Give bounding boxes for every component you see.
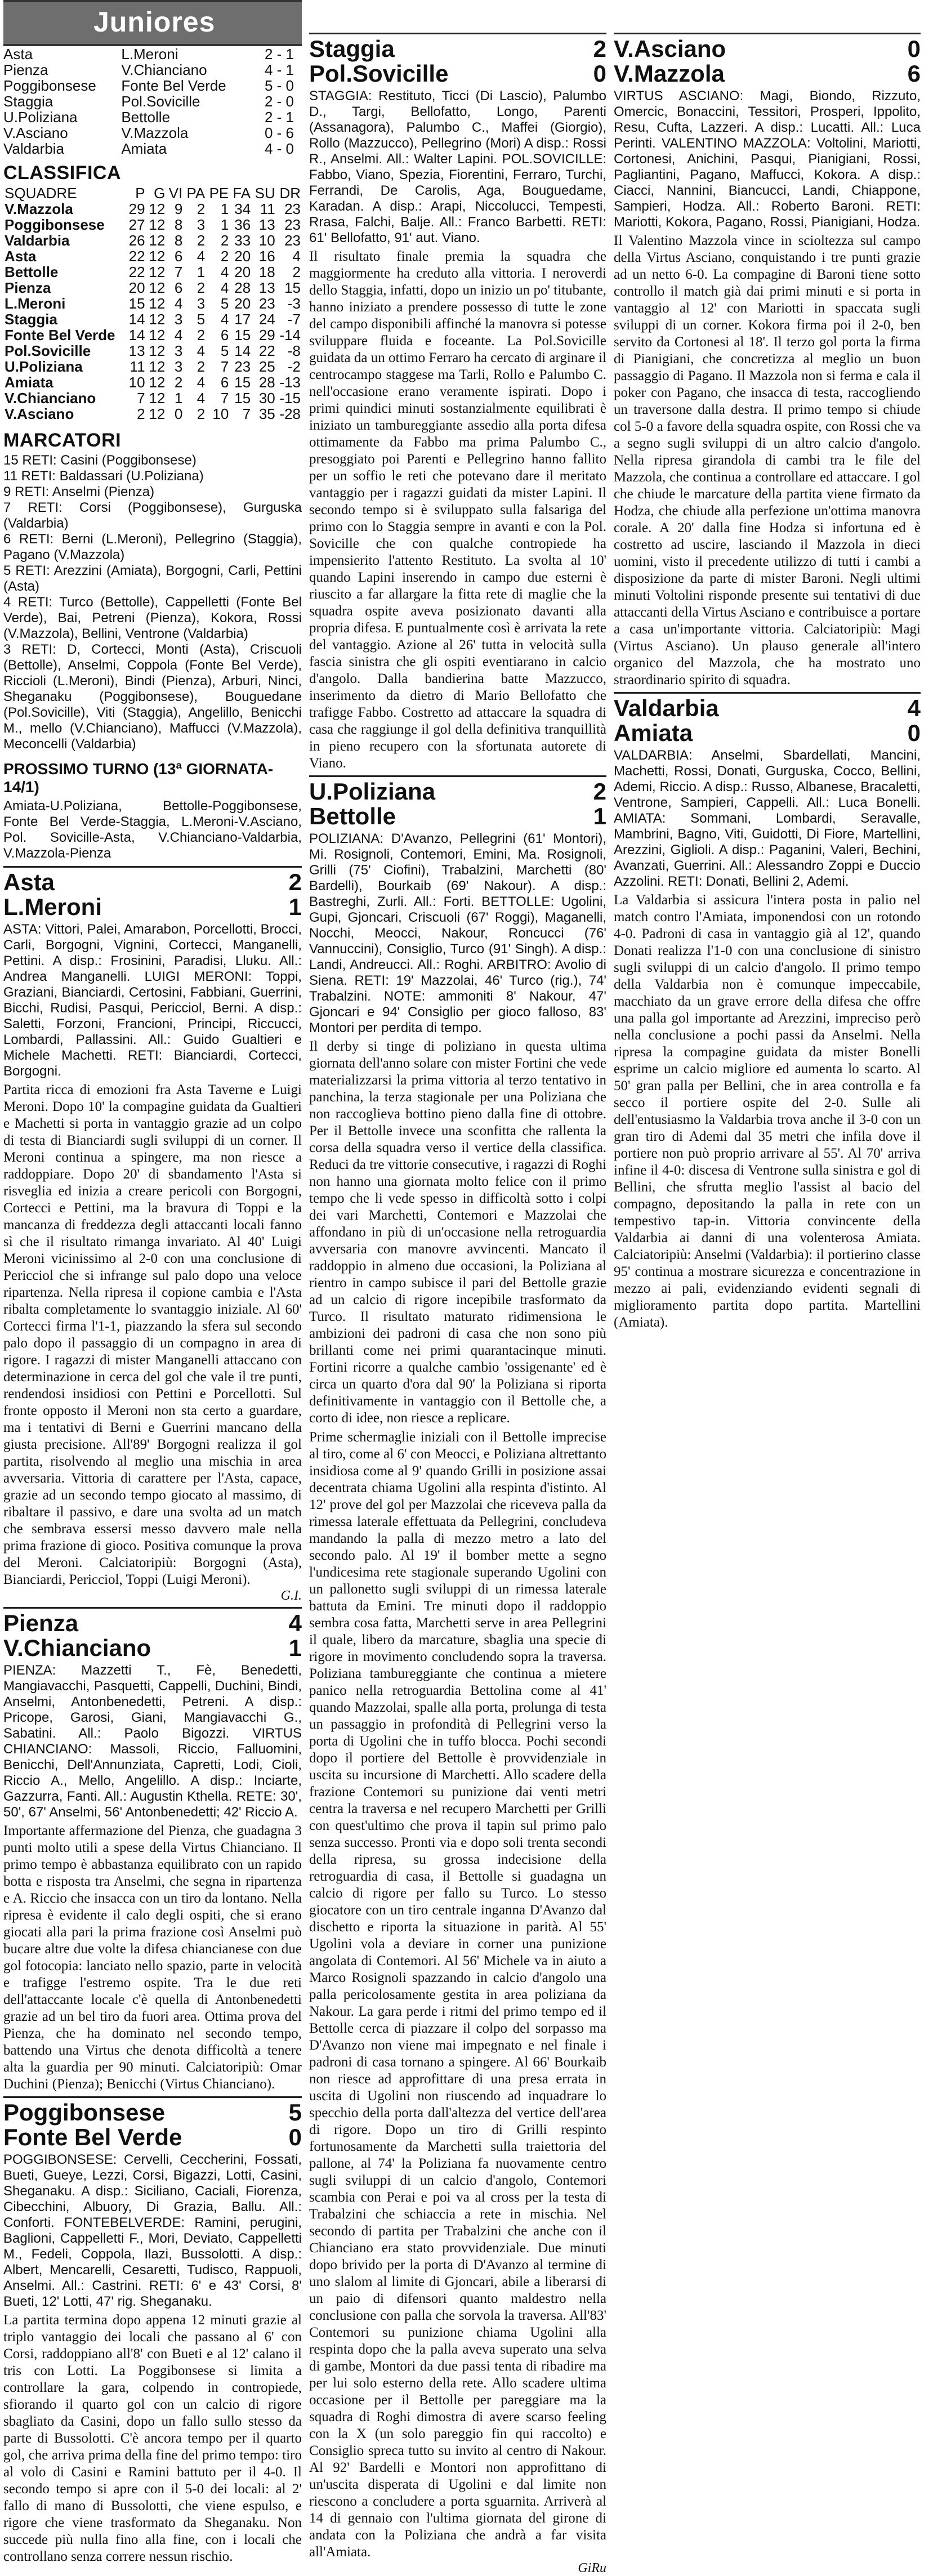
result-away: Amiata xyxy=(121,140,167,157)
match-report-text: Importante affermazione del Pienza, che guadagna 3 punti molto utili a spese della Virtus Chianciano. Il primo tempo è abbastanza equilibrato con un rapido botta e risposta tra Anselmi, che segna in ripartenza e A. Riccio che insacca con un tiro da lontano. Nella ripresa è evidente il calo degli ospiti, che si erano giocati alla pari la prima frazione così Anselmi può bucare altre due volte la difesa chiancianese con due gol fotocopia: lanciato nello spazio, parte in velocità e trafigge l'estremo ospite. Tra le due reti dell'attaccante locale c'è quella di Antonbenedetti grazie ad un bel tiro da fuori area. Ottima prova del Pienza, che ha dominato nel secondo tempo, battendo una Virtus che denota difficoltà a tenere alta la guardia per 90 minuti. Calciatoripiù: Omar Duchini (Pienza); Benicchi (Virtus Chianciano). xyxy=(3,1823,302,2092)
match-away-line xyxy=(309,61,606,86)
away-score: 1 xyxy=(288,894,302,920)
result-away: Pol.Sovicille xyxy=(121,93,200,110)
team-name: Poggibonsese xyxy=(5,216,105,233)
stat-cell: 17 xyxy=(234,311,251,328)
stat-cell: 3 xyxy=(174,342,183,359)
match-lineups: VIRTUS ASCIANO: Magi, Biondo, Rizzuto, Omercic, Bonaccini, Tessitori, Prosperi, Ippolito, Resu, Cufta, Lazzeri. A disp.: Lucatti. All.: Luca Perinti. VALENTINO MAZZOLA: Voltolini, Mariotti, Cortonesi, Anichini, Pasqui, Pianigiani, Rossi, Pagliantini, Pagano, Maffucci, Kokora. A disp.: Ciacci, Nannini, Biancucci, Landi, Chiappone, Sampieri, Hodza. All.: Roberto Baroni. RETI: Mariotti, Kokora, Pagano, Rossi, Pianigiani, Hodza. xyxy=(614,88,921,230)
column-2 xyxy=(309,29,606,2575)
result-row xyxy=(3,125,302,141)
match-report xyxy=(309,33,606,772)
stat-cell: 20 xyxy=(234,264,251,280)
match-home-line xyxy=(309,775,606,804)
home-team: U.Poliziana xyxy=(309,778,436,805)
stat-cell: 24 xyxy=(258,311,275,328)
stat-cell: 15 xyxy=(284,279,301,296)
standings-row xyxy=(3,248,302,264)
stat-cell: 25 xyxy=(258,358,275,375)
match-signature: G.I. xyxy=(280,1588,302,1603)
match-report xyxy=(614,33,921,689)
result-home: Staggia xyxy=(3,93,53,110)
stat-cell: 12 xyxy=(149,327,166,343)
match-signature: GiRu xyxy=(578,2561,606,2575)
stat-cell: 3 xyxy=(197,295,206,312)
stat-cell: 15 xyxy=(128,295,145,312)
team-name: V.Chianciano xyxy=(5,390,96,407)
standings-header-row xyxy=(3,185,302,201)
match-report-text: Il risultato finale premia la squadra che maggiormente ha creduto alla vittoria. I neroverdi dello Staggia, infatti, dopo un inizio un po' titubante, hanno iniziato a prendere possesso di tutte le zone del campo disponibili affinché la manovra si potesse sviluppare fluida e foceante. La Pol.Sovicille guidata da un ottimo Ferraro ha cercato di arginare il centrocampo staggese ma Tarli, Rollo e Palumbo C. nell'occasione erano veramente ispirati. Dopo i primi quindici minuti sostanzialmente equilibrati è iniziato un tambureggiante assedio alla porta difesa ottimamente da Fabbo ma prima Palumbo C., presoggiato poi Parenti e Pellegrino hanno fallito per un soffio le reti che potevano dare il meritato vantaggio per i ragazzi guidati da mister Lapini. Il secondo tempo si è sviluppato sulla falsariga del primo con lo Staggia sempre in avanti e con la Pol. Sovicille che con qualche contropiede ha impensierito l'attento Restituto. La svolta al 10' quando Lapini inserendo in campo due esterni è riuscito a far allargare la fitta rete di maglie che la squadra ospite aveva posizionato davanti alla propria difesa. E puntualmente così è arrivata la rete del vantaggio. Azione al 26' tutta in velocità sulla fascia sinistra che gli ospiti eventiarano in calcio d'angolo. Dalla bandierina batte Mazzucco, inserimento da dietro di Mario Bellofatto che trafigge Fabbo. Costretto ad attaccare la squadra di casa che raggiunge il gol della definitiva tranquillità in pieno recupero con la sfortunata autorete di Viano. xyxy=(309,249,606,771)
stat-cell: 6 xyxy=(174,248,183,265)
stat-cell: 29 xyxy=(128,200,145,217)
stat-cell: 15 xyxy=(234,327,251,343)
column-2-matches xyxy=(309,33,606,2576)
home-team: Pienza xyxy=(3,1610,79,1636)
result-home: U.Poliziana xyxy=(3,109,78,126)
home-score: 5 xyxy=(288,2099,302,2126)
home-score: 4 xyxy=(907,695,921,721)
stat-cell: 2 xyxy=(220,232,229,249)
match-lineups: STAGGIA: Restituto, Ticci (Di Lascio), Palumbo D., Targi, Bellofatto, Longo, Parenti (Assanagora), Palumbo C., Maffei (Giorgio), Rollo (Mazzucco), Pellegrino (Mori) A disp.: Rossi R., Anselmi. All.: Walter Lapini. POL.SOVICILLE: Fabbo, Viano, Spezia, Fiorentini, Ferraro, Turchi, Ferrandi, De Carolis, Aga, Bouguedame, Karadan. A disp.: Arapi, Niccolucci, Tempesti, Rrasa, Falchi, Balje. All.: Franco Barbetti. RETI: 61' Bellofatto, 91' aut. Viano. xyxy=(309,88,606,245)
stat-cell: 12 xyxy=(149,358,166,375)
match-report xyxy=(309,775,606,2576)
stat-cell: 12 xyxy=(149,311,166,328)
standings-header-cell: PA xyxy=(186,185,206,202)
standings-row xyxy=(3,233,302,248)
stat-cell: 12 xyxy=(149,295,166,312)
away-team: V.Mazzola xyxy=(614,60,725,87)
stat-cell: 35 xyxy=(258,405,275,422)
team-name: U.Poliziana xyxy=(5,358,83,375)
away-team: Fonte Bel Verde xyxy=(3,2124,182,2150)
divider xyxy=(3,866,302,868)
stat-cell: 13 xyxy=(258,279,275,296)
stat-cell: 0 xyxy=(174,405,183,422)
stat-cell: 12 xyxy=(149,200,166,217)
stat-cell: 2 xyxy=(197,327,206,343)
column-1-matches xyxy=(3,866,302,2565)
stat-cell: 11 xyxy=(130,358,145,375)
home-team: Asta xyxy=(3,869,55,895)
stat-cell: 7 xyxy=(220,390,229,407)
stat-cell: 5 xyxy=(220,342,229,359)
stat-cell: -15 xyxy=(279,390,301,407)
match-lineups: VALDARBIA: Anselmi, Sbardellati, Mancini, Machetti, Rossi, Donati, Gurguska, Cocco, Bellini, Ademi, Riccio. A disp.: Russo, Albanese, Bracaletti, Ventrone, Sampieri, Cappelli. All.: Luca Bonelli. AMIATA: Sommani, Lombardi, Seravalle, Mambrini, Bagno, Viti, Guidotti, Di Fiore, Martellini, Arezzini, Giglioli. A disp.: Paganini, Valeri, Bechini, Avanzati, Guerrini. All.: Alessandro Zoppi e Duccio Azzolini. RETI: Donati, Bellini 2, Ademi. xyxy=(614,748,921,889)
stat-cell: 30 xyxy=(258,390,275,407)
result-row xyxy=(3,46,302,62)
result-row xyxy=(3,141,302,157)
stat-cell: 4 xyxy=(174,295,183,312)
home-score: 2 xyxy=(593,35,606,62)
standings-row xyxy=(3,217,302,233)
stat-cell: 12 xyxy=(149,248,166,265)
stat-cell: 2 xyxy=(220,248,229,265)
stat-cell: 11 xyxy=(260,200,275,217)
stat-cell: -2 xyxy=(287,358,301,375)
result-score: 5 - 0 xyxy=(264,77,294,94)
home-team: V.Asciano xyxy=(614,35,726,62)
next-round-title: PROSSIMO TURNO (13ª GIORNATA-14/1) xyxy=(3,760,274,796)
result-home: Poggibonsese xyxy=(3,77,96,94)
home-team: Valdarbia xyxy=(614,695,719,721)
match-home-line xyxy=(3,2096,302,2125)
stat-cell: 12 xyxy=(149,405,166,422)
away-score: 1 xyxy=(593,803,606,829)
standings-header-cell: P xyxy=(135,185,145,202)
column-1 xyxy=(3,0,302,2564)
scorer-line: 7 RETI: Corsi (Poggibonsese), Gurguska (Valdarbia) xyxy=(3,500,302,531)
result-away: V.Mazzola xyxy=(121,124,189,141)
scorer-line: 4 RETI: Turco (Bettolle), Cappelletti (Fonte Bel Verde), Bai, Petreni (Pienza), Kokora, Rossi (V.Mazzola), Bellini, Ventrone (Valdarbia) xyxy=(3,595,302,641)
stat-cell: 22 xyxy=(128,248,145,265)
match-away-line xyxy=(3,1636,302,1660)
stat-cell: 2 xyxy=(292,264,301,280)
standings-row xyxy=(3,296,302,311)
match-lineups: POGGIBONSESE: Cervelli, Ceccherini, Fossati, Bueti, Gueye, Lezzi, Corsi, Bigazzi, Lotti, Casini, Sheganaku. A disp.: Siciliano, Caciali, Fiorenza, Cibecchini, Albuory, Di Grazia, Ballu. All.: Conforti. FONTEBELVERDE: Ramini, perugini, Baglioni, Cappelletti F., Mori, Deviato, Cappelletti M., Fedeli, Coppola, Ilazi, Bussolotti. A disp.: Albert, Mencarelli, Cesaretti, Tudisco, Rappuoli, Anselmi. All.: Castrini. RETI: 6' e 43' Corsi, 8' Bueti, 12' Lotti, 47' rig. Sheganaku. xyxy=(3,2152,302,2309)
stat-cell: 26 xyxy=(128,232,145,249)
home-score: 2 xyxy=(288,869,302,895)
stat-cell: -7 xyxy=(287,311,301,328)
scorer-line: 5 RETI: Arezzini (Amiata), Borgogni, Carli, Pettini (Asta) xyxy=(3,563,302,594)
scorers-list xyxy=(3,453,302,752)
match-report xyxy=(3,2096,302,2565)
stat-cell: -14 xyxy=(279,327,301,343)
stat-cell: 23 xyxy=(284,200,301,217)
home-team: Staggia xyxy=(309,35,395,62)
standings-header-cell: DR xyxy=(279,185,301,202)
standings-row xyxy=(3,406,302,422)
result-score: 2 - 1 xyxy=(264,109,294,126)
stat-cell: 2 xyxy=(174,374,183,391)
stat-cell: 14 xyxy=(128,327,145,343)
stat-cell: -13 xyxy=(279,374,301,391)
stat-cell: 20 xyxy=(128,279,145,296)
team-name: Fonte Bel Verde xyxy=(5,327,115,343)
match-away-line xyxy=(614,61,921,86)
away-team: V.Chianciano xyxy=(3,1635,151,1661)
team-name: Amiata xyxy=(5,374,53,391)
stat-cell: 12 xyxy=(149,390,166,407)
match-home-line xyxy=(3,870,302,895)
stat-cell: 22 xyxy=(258,342,275,359)
stat-cell: 1 xyxy=(174,390,183,407)
stat-cell: 1 xyxy=(197,264,206,280)
match-home-line xyxy=(3,1607,302,1636)
standings-row xyxy=(3,359,302,374)
stat-cell: 23 xyxy=(284,216,301,233)
standings-header-cell: PE xyxy=(209,185,229,202)
result-row xyxy=(3,78,302,93)
away-team: Pol.Sovicille xyxy=(309,60,449,87)
home-score: 0 xyxy=(907,35,921,62)
stat-cell: 22 xyxy=(128,264,145,280)
stat-cell: 34 xyxy=(234,200,251,217)
team-name: Pienza xyxy=(5,279,51,296)
stat-cell: 4 xyxy=(220,279,229,296)
result-score: 2 - 0 xyxy=(264,93,294,110)
match-report-text-continued: Prime schermaglie iniziali con il Bettolle imprecise al tiro, come al 6' con Meocci, e Poliziana altrettanto insidiosa come al 9' quando Grilli in posizione assai decentrata chiama Ugolini alla respinta d'istinto. Al 12' prove del gol per Mazzolai che riceveva palla da rimessa laterale effettuata da Pellegrini, concludeva mandando la palla di mezzo metro a lato del secondo palo. Al 19' il bomber mette a segno l'undicesima rete stagionale superando Ugolini con un pallonetto sugli sviluppi di un rimessa laterale battuta da Emini. Tre minuti dopo il raddoppio sembra cosa fatta, Marchetti serve in area Pellegrini il quale, libero da marcature, sbaglia una specie di rigore in movimento concludendo sopra la traversa. Poliziana tambureggiante che continua a mietere panico nella retroguardia Bettolina come al 41' quando Mazzolai, spalle alla porta, prolunga di testa un passaggio in profondità di Pellegrini verso la porta di Ugolini che in tuffo blocca. Pochi secondi dopo il portiere del Bettolle è provvidenziale in uscita su incursione di Marchetti. Allo scadere della frazione Contemori su punizione dai venti metri centra la traversa e nel recupero Marchetti per Grilli con quest'ultimo che prova il tapin sul primo palo senza successo. Pronti via e dopo soli trenta secondi della ripresa, su grossa indecisione della retroguardia di casa, il Bettolle si guadagna un calcio di rigore per fallo su Turco. Lo stesso giocatore con un tiro centrale inganna D'Avanzo dal dischetto e riporta la situazione in parità. Al 55' Ugolini vola a deviare in corner una punizione angolata di Contemori. Al 56' Michele va in aiuto a Marco Rosignoli spazzando in calcio d'angolo una palla pericolosamente gestita in area poliziana da Nakour. La gara perde i ritmi del primo tempo ed il Bettolle cerca di piazzare il colpo del sorpasso ma D'Avanzo non viene mai impegnato e nel finale i padroni di casa tornano a spingere. Al 66' Bourkaib non riesce ad approfittare di una presa errata in uscita di Ugolini non riuscendo ad inquadrare lo specchio della porta dall'altezza del vertice dell'area di rigore. Dopo un tiro di Grilli respinto fortunosamente da Marchetti sulla traiettoria del pallone, al 74' la Poliziana fa nuovamente centro sugli sviluppi di un calcio d'angolo, Contemori scambia con Perai e poi va al cross per la testa di Trabalzini che schiaccia a rete in mischia. Nel secondo di partita per Trabalzini che anche con il Chianciano era stato provvidenziale. Due minuti dopo brivido per la porta di D'Avanzo al termine di uno slalom al limite di Gjoncari, abile a liberarsi di un paio di difensori quanto maldestro nella conclusione con palla che sorvola la traversa. All'83' Contemori su punizione chiama Ugolini alla respinta dopo che la palla aveva superato una selva di gambe, Montori da due passi tenta di ribadire ma per lui solo esterno della rete. Allo scadere ultima occasione per il Bettolle per pareggiare ma la squadra di Roghi dimostra di avere scarso feeling con la X (un solo pareggio fin qui raccolto) e Consiglio spreca tutto su invito al centro di Nakour. Al 92' Bardelli e Montori non approfittano di un'uscita disperata di Ugolini e dal limite non riescono a concludere a porta sguarnita. Arriverà al 14 di gennaio con l'ultima giornata del girone di andata con la Poliziana che andrà a far visita all'Amiata. xyxy=(309,1430,606,2560)
result-row xyxy=(3,93,302,109)
team-name: V.Asciano xyxy=(5,405,74,422)
standings-row xyxy=(3,343,302,359)
stat-cell: 2 xyxy=(137,405,145,422)
away-team: Amiata xyxy=(614,720,693,746)
stat-cell: 4 xyxy=(220,311,229,328)
scorer-line: 11 RETI: Baldassari (U.Poliziana) xyxy=(3,468,204,484)
stat-cell: 8 xyxy=(174,216,183,233)
stat-cell: 6 xyxy=(174,279,183,296)
scorers-title: MARCATORI xyxy=(3,430,122,451)
match-report xyxy=(614,692,921,1331)
stat-cell: 7 xyxy=(174,264,183,280)
result-home: V.Asciano xyxy=(3,124,68,141)
stat-cell: 13 xyxy=(128,342,145,359)
stat-cell: 23 xyxy=(258,295,275,312)
stat-cell: 4 xyxy=(197,390,206,407)
standings-header-cell: SQUADRE xyxy=(5,185,77,202)
stat-cell: 4 xyxy=(220,264,229,280)
result-away: Bettolle xyxy=(121,109,171,126)
away-score: 0 xyxy=(907,720,921,746)
stat-cell: 18 xyxy=(258,264,275,280)
standings-row xyxy=(3,201,302,217)
away-team: Bettolle xyxy=(309,803,396,829)
match-report xyxy=(3,1607,302,2093)
stat-cell: 4 xyxy=(174,327,183,343)
team-name: V.Mazzola xyxy=(5,200,73,217)
stat-cell: 15 xyxy=(234,374,251,391)
standings-header-cell: FA xyxy=(233,185,251,202)
stat-cell: 7 xyxy=(242,405,251,422)
scorer-line: 3 RETI: D, Cortecci, Monti (Asta), Criscuoli (Bettolle), Anselmi, Coppola (Fonte Bel Verde), Riccioli (L.Meroni), Bindi (Pienza), Arburi, Ninci, Sheganaku (Poggibonsese), Bouguedane (Pol.Sovicille), Viti (Staggia), Angelillo, Benicchi M., mello (V.Chianciano), Maffucci (V.Mazzola), Meconcelli (Valdarbia) xyxy=(3,642,302,752)
stat-cell: 2 xyxy=(197,232,206,249)
result-score: 0 - 6 xyxy=(264,124,294,141)
stat-cell: 4 xyxy=(197,342,206,359)
match-report-text: La partita termina dopo appena 12 minuti grazie al triplo vantaggio dei locali che passano al 6' con Corsi, raddoppiano all'8' con Bueti e al 12' calano il tris con Lotti. La Poggibonsese si limita a controllare la gara, colpendo in contropiede, sfiorando il quarto gol con un calcio di rigore sbagliato da Casini, dopo un fallo sullo stesso da parte di Bussolotti. C'è ancora tempo per il quarto gol, che arriva prima della fine del primo tempo: tiro al volo di Casini e Ramini battuto per il 4-0. Il secondo tempo si apre con il 5-0 dei locali: al 2' fallo di mano di Bussolotti, che viene espulso, e rigore che viene trasformato da Sheganaku. Non succede più nulla fino alla fine, con i locali che controllano senza correre nessun rischio. xyxy=(3,2312,302,2564)
away-score: 0 xyxy=(288,2124,302,2150)
stat-cell: 14 xyxy=(234,342,251,359)
standings-title: CLASSIFICA xyxy=(3,162,121,184)
stat-cell: 4 xyxy=(197,374,206,391)
next-round-text: Amiata-U.Poliziana, Bettolle-Poggibonsese, Fonte Bel Verde-Staggia, L.Meroni-V.Asciano, Pol. Sovicille-Asta, V.Chianciano-Valdarbia, V.Mazzola-Pienza xyxy=(3,798,302,861)
stat-cell: 3 xyxy=(174,311,183,328)
stat-cell: 6 xyxy=(220,327,229,343)
standings-row xyxy=(3,327,302,343)
stat-cell: 36 xyxy=(234,216,251,233)
result-away: L.Meroni xyxy=(121,46,178,62)
stat-cell: 12 xyxy=(149,232,166,249)
match-home-line xyxy=(614,692,921,721)
match-away-line xyxy=(309,804,606,829)
away-score: 1 xyxy=(288,1635,302,1661)
stat-cell: 2 xyxy=(197,405,206,422)
match-away-line xyxy=(614,721,921,745)
results-table xyxy=(3,46,302,157)
home-score: 2 xyxy=(593,778,606,805)
stat-cell: 10 xyxy=(128,374,145,391)
stat-cell: 1 xyxy=(220,200,229,217)
away-score: 6 xyxy=(907,60,921,87)
stat-cell: 15 xyxy=(234,390,251,407)
stat-cell: 1 xyxy=(220,216,229,233)
team-name: Pol.Sovicille xyxy=(5,342,91,359)
result-away: V.Chianciano xyxy=(121,61,207,78)
result-score: 2 - 1 xyxy=(264,46,294,62)
stat-cell: 3 xyxy=(174,358,183,375)
standings-row xyxy=(3,264,302,280)
standings-row xyxy=(3,374,302,390)
home-team: Poggibonsese xyxy=(3,2099,166,2126)
stat-cell: 27 xyxy=(128,216,145,233)
match-lineups: ASTA: Vittori, Palei, Amarabon, Porcellotti, Brocci, Carli, Borgogni, Vignini, Cortecci, Manganelli, Pettini. A disp.: Frosinini, Paradisi, Lluku. All.: Andrea Manganelli. LUIGI MERONI: Toppi, Graziani, Bianciardi, Certosini, Fabbiani, Guerrini, Bicchi, Rudisi, Pasqui, Pericciol, Berni. A disp.: Saletti, Forzoni, Francioni, Principi, Riccucci, Lombardi, Pallassini. All.: Guido Gualtieri e Michele Machetti. RETI: Bianciardi, Cortecci, Borgogni. xyxy=(3,922,302,1079)
stat-cell: 6 xyxy=(220,374,229,391)
standings-header-cell: SU xyxy=(255,185,275,202)
stat-cell: -3 xyxy=(287,295,301,312)
team-name: Bettolle xyxy=(5,264,59,280)
stat-cell: 28 xyxy=(234,279,251,296)
standings-header-cell: G xyxy=(154,185,166,202)
away-score: 0 xyxy=(593,60,606,87)
result-score: 4 - 1 xyxy=(264,61,294,78)
match-home-line xyxy=(614,33,921,61)
result-row xyxy=(3,62,302,78)
result-away: Fonte Bel Verde xyxy=(121,77,226,94)
result-home: Valdarbia xyxy=(3,140,64,157)
home-score: 4 xyxy=(288,1610,302,1636)
match-report xyxy=(3,870,302,1604)
team-name: L.Meroni xyxy=(5,295,66,312)
stat-cell: 23 xyxy=(284,232,301,249)
stat-cell: -28 xyxy=(279,405,301,422)
standings-table xyxy=(3,185,302,422)
stat-cell: 13 xyxy=(258,216,275,233)
stat-cell: 12 xyxy=(149,279,166,296)
stat-cell: 20 xyxy=(234,248,251,265)
stat-cell: 12 xyxy=(149,264,166,280)
standings-row xyxy=(3,390,302,406)
match-report-text: La Valdarbia si assicura l'intera posta in palio nel match contro l'Amiata, imponendosi con un rotondo 4-0. Padroni di casa in vantaggio già al 12', quando Donati realizza l'1-0 con una conclusione di sinistro sugli sviluppi di un calcio d'angolo. Il primo tempo della Valdarbia non è comunque impeccabile, macchiato da un grave errore della difesa che offre una palla gol importante ad Arezzini, impreciso però nella conclusione a pochi passi da Anselmi. Nella ripresa la compagine guidata da mister Bonelli esprime un calcio migliore ed aumenta lo scarto. Al 50' gran palla per Bellini, che in area controlla e fa secco il portiere ospite del 2-0. Sulle ali dell'entusiasmo la Valdarbia trova anche il 3-0 con un gran tiro di Ademi dal 35 metri che infila dove il portiere non può proprio arrivare al 55'. Al 70' arriva infine il 4-0: discesa di Ventrone sulla sinistra e gol di Bellini, che sfrutta meglio l'assist al bacio del compagno, depositando la palla in rete con un tempestivo tap-in. Vittoria convincente della Valdarbia ai danni di una volenterosa Amiata. Calciatoripiù: Anselmi (Valdarbia): il portierino classe 95' continua a mostrare sicurezza e concentrazione in mezzo ai pali, evidenziando evidenti segnali di miglioramento partita dopo partita. Martellini (Amiata). xyxy=(614,892,921,1330)
scorer-line: 6 RETI: Berni (L.Meroni), Pellegrino (Staggia), Pagano (V.Mazzola) xyxy=(3,532,302,562)
match-lineups: POLIZIANA: D'Avanzo, Pellegrini (61' Montori), Mi. Rosignoli, Contemori, Emini, Ma. Rosignoli, Grilli (75' Ciofini), Trabalzini, Marchetti (80' Bardelli), Bourkaib (69' Nakour). A disp.: Bastreghi, Zurli. All.: Forti. BETTOLLE: Ugolini, Gupi, Gjoncari, Criscuoli (67' Roggi), Maganelli, Nocchi, Meocci, Nakour, Roncucci (76' Vannuccini), Consiglio, Turco (91' Singh). A disp.: Landi, Andreucci. All.: Roghi. ARBITRO: Avolio di Siena. RETI: 19' Mazzolai, 46' Turco (rig.), 74' Trabalzini. NOTE: ammoniti 8' Nakour, 47' Gjoncari e 94' Consiglio per gioco falloso, 83' Montori per perdita di tempo. xyxy=(309,831,606,1035)
stat-cell: 29 xyxy=(258,327,275,343)
stat-cell: 2 xyxy=(197,279,206,296)
match-lineups: PIENZA: Mazzetti T., Fè, Benedetti, Mangiavacchi, Pasquetti, Cappelli, Duchini, Bindi, Anselmi, Antonbenedetti, Petreni. A disp.: Pricope, Garosi, Giani, Mangiavacchi G., Sabatini. All.: Paolo Bigozzi. VIRTUS CHIANCIANO: Massoli, Riccio, Falluomini, Benicchi, Dell'Annunziata, Capretti, Lodi, Cioli, Riccio A., Mello, Angelillo. A disp.: Inciarte, Gazzurra, Fanti. All.: Augustin Kthella. RETE: 30', 50', 67' Anselmi, 56' Antonbenedetti; 42' Riccio A. xyxy=(3,1663,302,1820)
standings-row xyxy=(3,311,302,327)
stat-cell: 5 xyxy=(197,311,206,328)
stat-cell: 12 xyxy=(149,216,166,233)
stat-cell: 2 xyxy=(197,200,206,217)
team-name: Asta xyxy=(5,248,37,265)
stat-cell: 28 xyxy=(258,374,275,391)
team-name: Valdarbia xyxy=(5,232,70,249)
stat-cell: 14 xyxy=(128,311,145,328)
stat-cell: 20 xyxy=(234,295,251,312)
section-title: Juniores xyxy=(3,0,302,46)
standings-header-cell: VI xyxy=(168,185,183,202)
stat-cell: 7 xyxy=(220,358,229,375)
stat-cell: 10 xyxy=(212,405,229,422)
scorer-line: 15 RETI: Casini (Poggibonsese) xyxy=(3,453,197,468)
result-home: Asta xyxy=(3,46,33,62)
match-report-text: Il Valentino Mazzola vince in scioltezza sul campo della Virtus Asciano, conquistando i tre punti grazie ad un netto 6-0. La compagine di Baroni tiene sotto controllo il match già dai primi minuti e si porta in vantaggio al 12' con Mariotti in spaccata sugli sviluppi di un corner. Kokora firma poi il 2-0, ben servito da Cortonesi al 18'. Il terzo gol porta la firma di Pianigiani, che concretizza al meglio un buon passaggio di Pagano. Il Mazzola non si ferma e cala il poker con Pagano, che insacca di testa, raccogliendo un traversone dalla destra. Il primo tempo si chiude col 5-0 a favore della squadra ospite, con Rossi che va a segno sugli sviluppi di un altro calcio d'angolo. Nella ripresa girandola di cambi tra le file del Mazzola, che continua a controllare ed attaccare. I gol che chiude le marcature della partita viene firmato da Hodza, che chiude alla perfezione un'ottima manovra corale. A 20' dalla fine Hodza si infortuna ed è costretto ad uscire, lasciando il Mazzola in dieci uomini, visto il precedente utilizzo di tutti i cambi a disposizione da parte di mister Baroni. Negli ultimi minuti Voltolini risponde presente sui tentativi di due attaccanti della Virtus Asciano e contribuisce a portare a casa un'importante vittoria. Calciatoripiù: Magi (Virtus Asciano). Un plauso generale all'intero organico del Mazzola, che ha mostrato uno straordinario spirito di squadra. xyxy=(614,233,921,687)
scorer-line: 9 RETI: Anselmi (Pienza) xyxy=(3,484,155,499)
result-score: 4 - 0 xyxy=(264,140,294,157)
stat-cell: 12 xyxy=(149,374,166,391)
away-team: L.Meroni xyxy=(3,894,102,920)
stat-cell: 3 xyxy=(197,216,206,233)
stat-cell: 2 xyxy=(197,358,206,375)
column-3-matches xyxy=(614,33,921,1331)
match-away-line xyxy=(3,895,302,919)
column-3 xyxy=(614,29,921,2259)
stat-cell: 16 xyxy=(258,248,275,265)
stat-cell: 12 xyxy=(149,342,166,359)
standings-row xyxy=(3,280,302,296)
stat-cell: 8 xyxy=(174,232,183,249)
team-name: Staggia xyxy=(5,311,57,328)
stat-cell: 4 xyxy=(292,248,301,265)
result-home: Pienza xyxy=(3,61,48,78)
stat-cell: 9 xyxy=(174,200,183,217)
stat-cell: 23 xyxy=(234,358,251,375)
stat-cell: 33 xyxy=(234,232,251,249)
stat-cell: 4 xyxy=(197,248,206,265)
match-report-text: Partita ricca di emozioni fra Asta Taverne e Luigi Meroni. Dopo 10' la compagine guidata da Gualtieri e Machetti si porta in vantaggio grazie ad un colpo di testa di Bianciardi sugli sviluppi di un corner. Il Meroni continua a spingere, ma non riesce a raddoppiare. Dopo 20' di sbandamento l'Asta si risveglia ed inizia a creare pericoli con Borgogni, Cortecci e Pettini, ma la bravura di Toppi e la mancanza di freddezza degli attaccanti locali fanno sì che il risultato rimanga invariato. Al 40' Luigi Meroni vicinissimo al 2-0 con una conclusione di Pericciol che si infrange sul palo dopo una veloce ripartenza. Nella ripresa il copione cambia e l'Asta ribalta completamente lo svantaggio iniziale. Al 60' Cortecci firma l'1-1, piazzando la sfera sul secondo palo dopo il passaggio di un compagno in area di rigore. I ragazzi di mister Manganelli attaccano con determinazione in cerca del gol che vale il tre punti, rendendosi insidiosi con Pettini e Porcellotti. Sul fronte opposto il Meroni non sta certo a guardare, ma i tentativi di Berni e Guerrini mancano della giusta precisione. All'89' Borgogni realizza il gol partita, risolvendo al meglio una mischia in area avversaria. Vittoria di carattere per l'Asta, capace, grazie ad un secondo tempo giocato al massimo, di ribaltare il passivo, e dare una svolta ad un match che sembrava essersi messo davvero male nella prima frazione di gioco. Positiva comunque la prova del Meroni. Calciatoripiù: Borgogni (Asta), Bianciardi, Pericciol, Toppi (Luigi Meroni). xyxy=(3,1082,302,1587)
result-row xyxy=(3,109,302,125)
match-report-text: Il derby si tinge di poliziano in questa ultima giornata dell'anno solare con mister Fortini che vede materializzarsi la prima vittoria al terzo tentativo in panchina, la terza stagionale per una Poliziana che non raccoglieva bottino pieno dalla fine di ottobre. Per il Bettolle invece una sconfitta che rallenta la corsa della squadra verso il vertice della classifica. Reduci da tre vittorie consecutive, i ragazzi di Roghi non hanno una giornata molto felice con il primo tempo che li vede spesso in difficoltà sotto i colpi dei vari Marchetti, Contemori e Mazzolai che affondano in più di un'occasione nella retroguardia avversaria con manovre avvincenti. Mancato il raddoppio in almeno due occasioni, la Poliziana al rientro in campo subisce il pari del Bettolle grazie ad un calcio di rigore incepibile trasformato da Turco. Il risultato maturato ridimensiona le ambizioni dei padroni di casa che non sono più brillanti come nei primi quarantacinque minuti. Fortini ricorre a qualche cambio 'ossigenante' ed è circa un quarto d'ora dal 90' la Poliziana si riporta definitivamente in vantaggio con il Bettolle che, a corto di idee, non riesce a replicare. xyxy=(309,1039,606,1426)
match-away-line xyxy=(3,2125,302,2150)
stat-cell: 7 xyxy=(137,390,145,407)
match-home-line xyxy=(309,33,606,61)
stat-cell: 5 xyxy=(220,295,229,312)
stat-cell: -8 xyxy=(287,342,301,359)
stat-cell: 10 xyxy=(258,232,275,249)
